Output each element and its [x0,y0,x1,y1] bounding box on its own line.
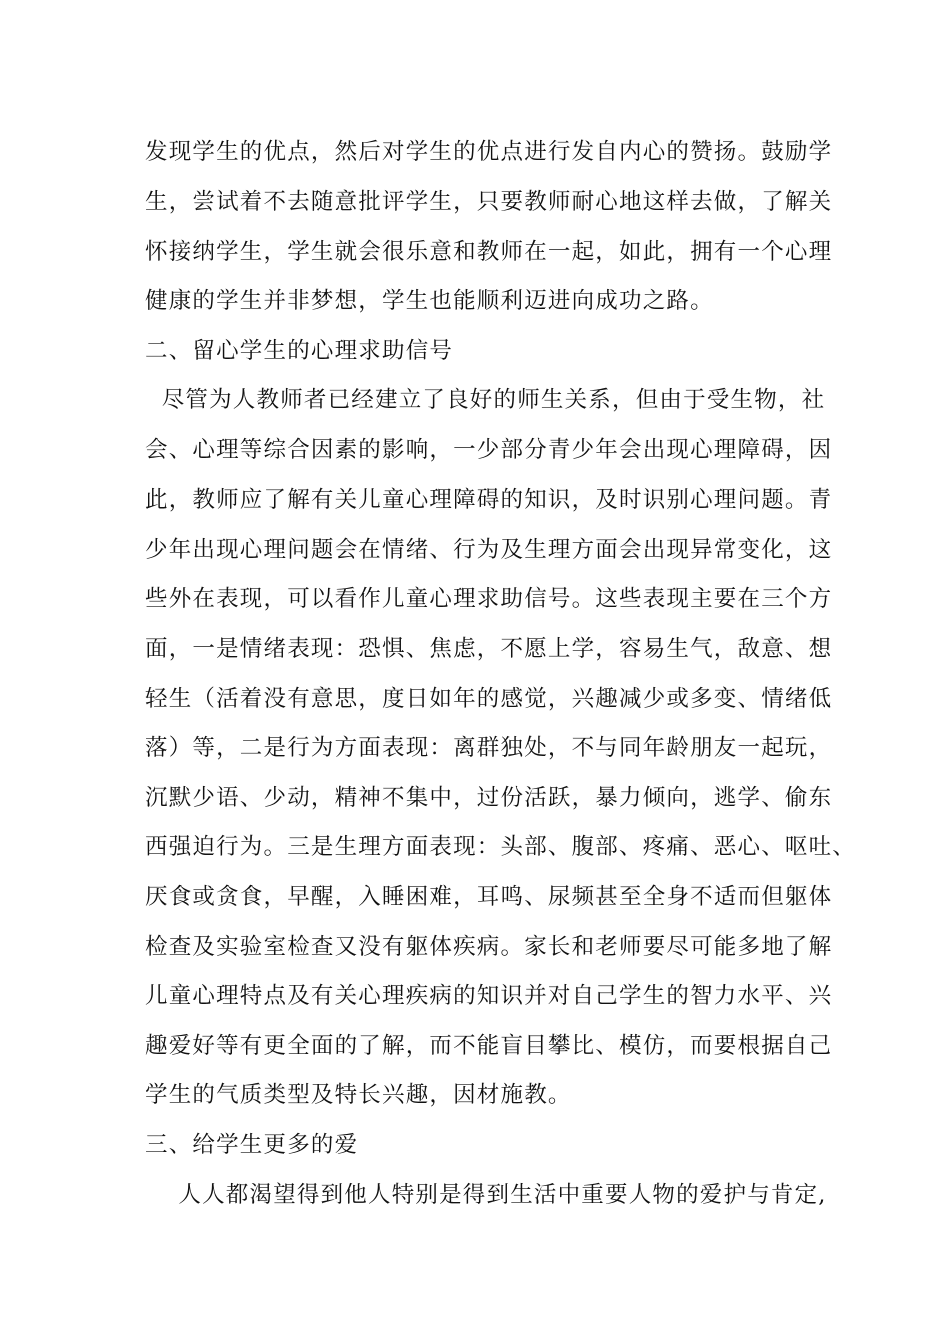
paragraph-line: 人人都渴望得到他人特别是得到生活中重要人物的爱护与肯定, [145,1182,827,1208]
paragraph-line: 沉默少语、少动，精神不集中，过份活跃，暴力倾向，逃学、偷东 [145,785,833,811]
paragraph-line: 学生的气质类型及特长兴趣，因材施教。 [145,1082,572,1108]
paragraph-line: 尽管为人教师者已经建立了良好的师生关系，但由于受生物，社 [145,387,826,413]
paragraph-line: 落）等，二是行为方面表现：离群独处，不与同年龄朋友一起玩， [145,735,833,761]
paragraph-line: 轻生（活着没有意思，度日如年的感觉，兴趣减少或多变、情绪低 [145,686,833,712]
paragraph-line: 检查及实验室检查又没有躯体疾病。家长和老师要尽可能多地了解 [145,934,833,960]
section-heading: 三、给学生更多的爱 [145,1132,359,1158]
paragraph-line: 面，一是情绪表现：恐惧、焦虑，不愿上学，容易生气，敌意、想 [145,636,833,662]
paragraph-line: 厌食或贪食，早醒，入睡困难，耳鸣、尿频甚至全身不适而但躯体 [145,884,833,910]
paragraph-line: 西强迫行为。三是生理方面表现：头部、腹部、疼痛、恶心、呕吐、 [145,834,857,860]
paragraph-line: 会、心理等综合因素的影响，一少部分青少年会出现心理障碍，因 [145,437,833,463]
paragraph-line: 儿童心理特点及有关心理疾病的知识并对自己学生的智力水平、兴 [145,983,833,1009]
section-heading: 二、留心学生的心理求助信号 [145,338,454,364]
paragraph-line: 健康的学生并非梦想，学生也能顺利迈进向成功之路。 [145,288,714,314]
paragraph-line: 生，尝试着不去随意批评学生，只要教师耐心地这样去做，了解关 [145,189,833,215]
paragraph-line: 趣爱好等有更全面的了解，而不能盲目攀比、模仿，而要根据自己 [145,1033,833,1059]
paragraph-line: 少年出现心理问题会在情绪、行为及生理方面会出现异常变化，这 [145,537,833,563]
paragraph-line: 此，教师应了解有关儿童心理障碍的知识，及时识别心理问题。青 [145,487,833,513]
paragraph-line: 怀接纳学生，学生就会很乐意和教师在一起，如此，拥有一个心理 [145,239,833,265]
paragraph-line: 些外在表现，可以看作儿童心理求助信号。这些表现主要在三个方 [145,586,833,612]
paragraph-line: 发现学生的优点，然后对学生的优点进行发自内心的赞扬。鼓励学 [145,139,833,165]
